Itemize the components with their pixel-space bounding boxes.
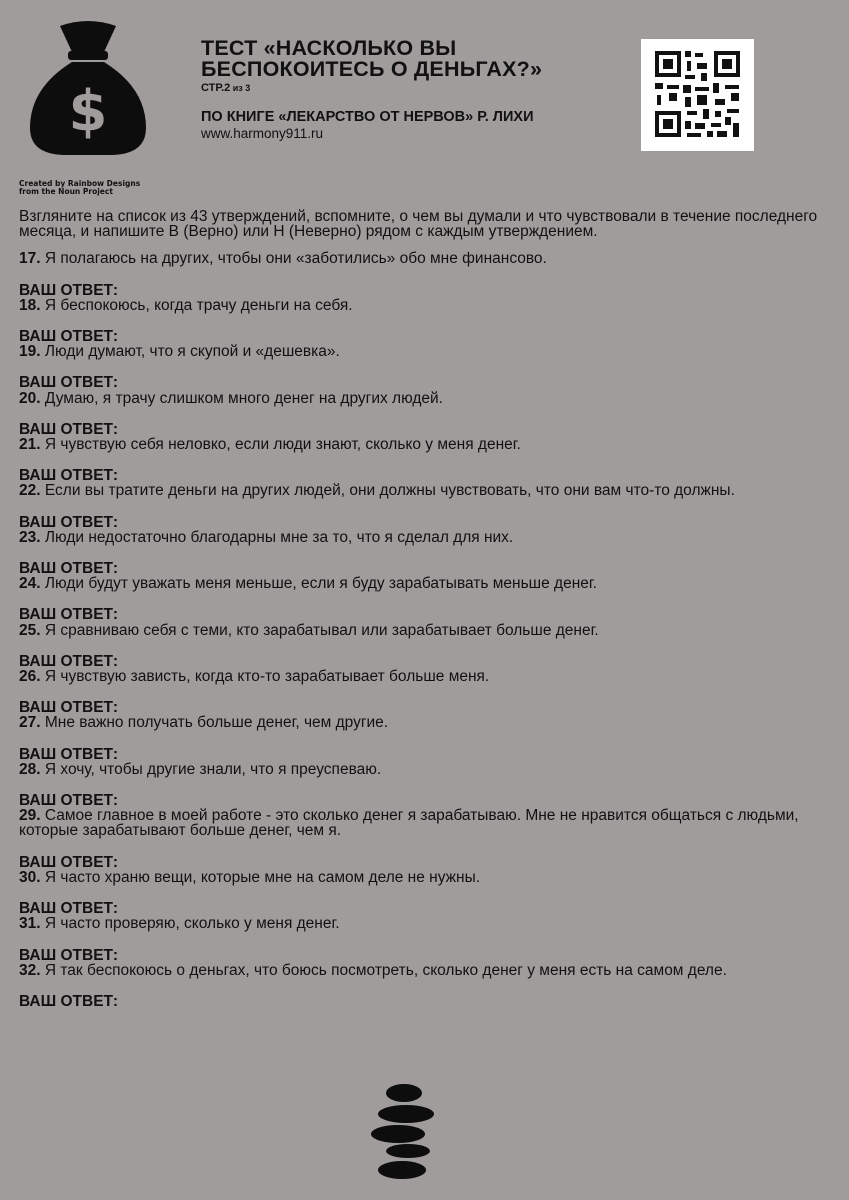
- question-text: Я часто храню вещи, которые мне на самом деле не нужны.: [40, 868, 481, 886]
- question-text: Люди будут уважать меня меньше, если я буду зарабатывать меньше денег.: [40, 575, 597, 593]
- question-text: Я так беспокоюсь о деньгах, что боюсь посмотреть, сколько денег у меня есть на самом деле.: [40, 961, 727, 979]
- test-content: [19, 209, 837, 1009]
- question-number: 24.: [19, 575, 41, 593]
- question-text: Я чувствую зависть, когда кто-то зарабатывает больше меня.: [40, 668, 490, 686]
- answer-label[interactable]: ВАШ ОТВЕТ:: [19, 606, 118, 624]
- question-text: Я беспокоюсь, когда трачу деньги на себя.: [40, 296, 353, 314]
- question-text: Люди думают, что я скупой и «дешевка».: [40, 343, 340, 361]
- page-number: [201, 82, 621, 94]
- balanced-stones-icon: [368, 1083, 440, 1181]
- question-number: 28.: [19, 760, 41, 778]
- question-item: [19, 715, 837, 730]
- answer-label[interactable]: ВАШ ОТВЕТ:: [19, 467, 118, 485]
- question-text: Я хочу, чтобы другие знали, что я преуспеваю.: [40, 760, 382, 778]
- question-text: Думаю, я трачу слишком много денег на других людей.: [40, 389, 443, 407]
- question-number: 27.: [19, 714, 41, 732]
- svg-text:$: $: [68, 79, 108, 144]
- question-item: [19, 530, 837, 545]
- question-number: 26.: [19, 668, 41, 686]
- answer-label[interactable]: ВАШ ОТВЕТ:: [19, 992, 118, 1010]
- credit-line-1: Created by Rainbow Designs: [19, 179, 141, 188]
- question-number: 22.: [19, 482, 41, 500]
- answer-label[interactable]: ВАШ ОТВЕТ:: [19, 853, 118, 871]
- question-item: [19, 576, 837, 591]
- question-number: 30.: [19, 868, 41, 886]
- title-block: [201, 38, 621, 141]
- page-number-total: из 3: [230, 83, 251, 93]
- question-text: Я полагаюсь на других, чтобы они «заботились» обо мне финансово.: [40, 250, 547, 268]
- website-link[interactable]: www.harmony911.ru: [201, 126, 324, 141]
- question-text: Мне важно получать больше денег, чем другие.: [40, 714, 389, 732]
- question-number: 21.: [19, 436, 41, 454]
- instructions: Взгляните на список из 43 утверждений, вспомните, о чем вы думали и что чувствовали в течение последнего месяца, и напишите В (Верно) или Н (Неверно) рядом с каждым утверждением.: [19, 208, 818, 241]
- question-item: [19, 916, 837, 931]
- title-line-1: ТЕСТ «НАСКОЛЬКО ВЫ: [201, 36, 457, 60]
- question-text: Самое главное в моей работе - это сколько денег я зарабатываю. Мне не нравится общаться с людьми, которые зарабатывают больше денег, чем я.: [19, 807, 799, 840]
- question-text: Я сравниваю себя с теми, кто зарабатывал или зарабатывает больше денег.: [40, 621, 599, 639]
- answer-label[interactable]: ВАШ ОТВЕТ:: [19, 745, 118, 763]
- question-number: 18.: [19, 296, 41, 314]
- page-number-current: СТР.2: [201, 82, 231, 94]
- question-item: [19, 963, 837, 978]
- credit-line-2: from the Noun Project: [19, 187, 113, 196]
- answer-label[interactable]: ВАШ ОТВЕТ:: [19, 513, 118, 531]
- answer-label[interactable]: ВАШ ОТВЕТ:: [19, 420, 118, 438]
- question-item: [19, 870, 837, 885]
- question-number: 29.: [19, 807, 41, 825]
- question-item: [19, 391, 837, 406]
- question-item: [19, 251, 837, 266]
- answer-label[interactable]: ВАШ ОТВЕТ:: [19, 652, 118, 670]
- question-text: Я часто проверяю, сколько у меня денег.: [40, 915, 340, 933]
- title-line-2: БЕСПОКОИТЕСЬ О ДЕНЬГАХ?»: [201, 57, 543, 81]
- question-item: [19, 808, 837, 838]
- question-number: 20.: [19, 389, 41, 407]
- question-number: 32.: [19, 961, 41, 979]
- question-item: [19, 623, 837, 638]
- question-number: 23.: [19, 528, 41, 546]
- question-text: Если вы тратите деньги на других людей, они должны чувствовать, что они вам что-то должны.: [40, 482, 735, 500]
- answer-label[interactable]: ВАШ ОТВЕТ:: [19, 281, 118, 299]
- answer-label[interactable]: ВАШ ОТВЕТ:: [19, 699, 118, 717]
- question-item: [19, 437, 837, 452]
- question-number: 31.: [19, 915, 41, 933]
- book-source: ПО КНИГЕ «ЛЕКАРСТВО ОТ НЕРВОВ» Р. ЛИХИ: [201, 109, 534, 125]
- money-bag-icon: [24, 18, 152, 156]
- answer-label[interactable]: ВАШ ОТВЕТ:: [19, 328, 118, 346]
- question-number: 19.: [19, 343, 41, 361]
- question-number: 17.: [19, 250, 41, 268]
- question-number: 25.: [19, 621, 41, 639]
- answer-label[interactable]: ВАШ ОТВЕТ:: [19, 900, 118, 918]
- question-item: [19, 669, 837, 684]
- question-item: [19, 344, 837, 359]
- question-text: Я чувствую себя неловко, если люди знают, сколько у меня денег.: [40, 436, 521, 454]
- answer-label[interactable]: ВАШ ОТВЕТ:: [19, 792, 118, 810]
- answer-label[interactable]: ВАШ ОТВЕТ:: [19, 374, 118, 392]
- icon-credit: [19, 180, 140, 196]
- question-list: [19, 251, 837, 1009]
- question-text: Люди недостаточно благодарны мне за то, что я сделал для них.: [40, 528, 514, 546]
- question-item: [19, 762, 837, 777]
- answer-label[interactable]: ВАШ ОТВЕТ:: [19, 560, 118, 578]
- question-item: [19, 298, 837, 313]
- question-item: [19, 483, 837, 498]
- qr-code-icon: [641, 39, 754, 151]
- answer-label[interactable]: ВАШ ОТВЕТ:: [19, 946, 118, 964]
